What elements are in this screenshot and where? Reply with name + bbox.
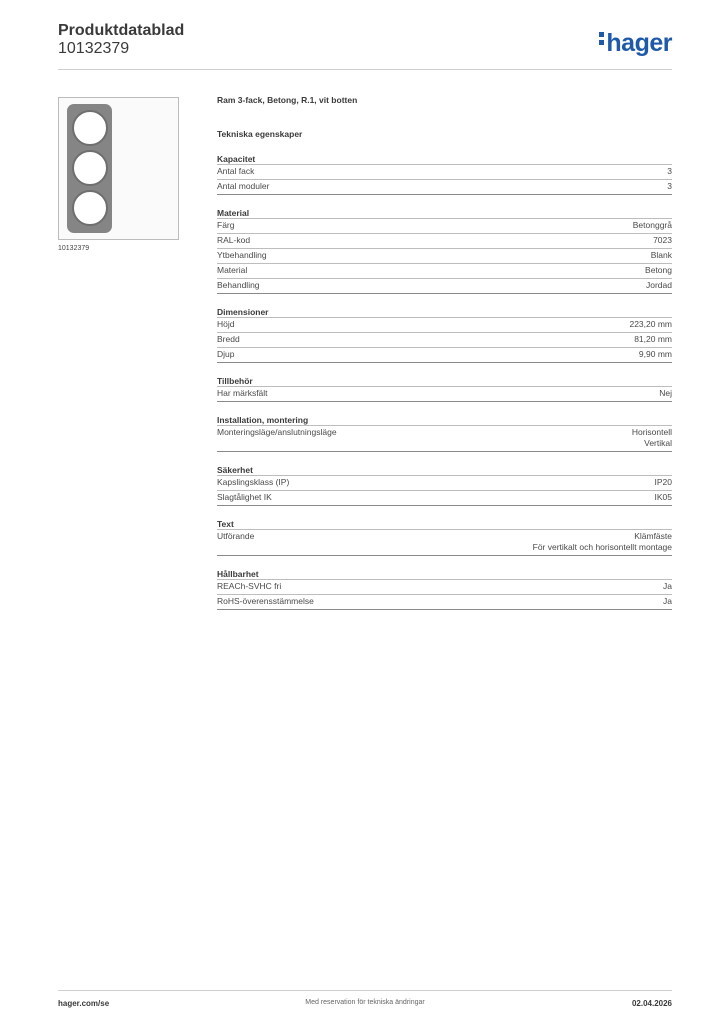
logo-colon-icon [599,29,604,48]
spec-label: Antal fack [217,166,255,176]
spec-label: Färg [217,220,235,230]
spec-row [217,219,672,234]
spec-label: Har märksfält [217,388,268,398]
spec-value [653,235,672,246]
section-title: Säkerhet [217,465,672,476]
spec-sections [217,154,672,610]
spec-value-line: 3 [667,166,672,176]
document-title: Produktdatablad [58,22,185,39]
spec-value [663,581,672,592]
spec-label: Djup [217,349,235,359]
spec-section [217,415,672,452]
spec-row [217,595,672,610]
spec-section [217,569,672,610]
spec-row [217,491,672,506]
spec-row [217,234,672,249]
spec-row [217,318,672,333]
spec-section [217,376,672,402]
frame-opening-3 [72,190,108,226]
spec-section [217,208,672,294]
spec-label: Behandling [217,280,260,290]
spec-label: Antal moduler [217,181,270,191]
spec-row [217,530,672,556]
frame-illustration [67,104,112,233]
spec-value-line: Jordad [646,280,672,290]
spec-value [533,531,672,553]
spec-value-line: IK05 [654,492,672,502]
section-title: Kapacitet [217,154,672,165]
section-title: Dimensioner [217,307,672,318]
section-title: Hållbarhet [217,569,672,580]
spec-row [217,426,672,452]
product-image [58,97,179,240]
spec-value-line: 7023 [653,235,672,245]
spec-row [217,348,672,363]
spec-value [645,265,672,276]
spec-heading: Tekniska egenskaper [217,129,303,139]
page-header [58,22,672,70]
spec-section [217,465,672,506]
spec-content [217,95,672,610]
page-footer [58,990,672,1010]
spec-label: Utförande [217,531,255,541]
spec-value-line: Betong [645,265,672,275]
spec-value-line: 81,20 mm [634,334,672,344]
spec-row [217,279,672,294]
spec-value-line: Vertikal [644,438,672,448]
spec-value [651,250,672,261]
product-name: Ram 3-fack, Betong, R.1, vit botten [217,95,358,105]
spec-value [655,477,673,488]
spec-value [667,181,672,192]
section-title: Tillbehör [217,376,672,387]
footer-website[interactable]: hager.com/se [58,999,110,1008]
spec-row [217,249,672,264]
spec-row [217,580,672,595]
footer-date: 02.04.2026 [631,999,672,1008]
section-title: Text [217,519,672,530]
spec-value [633,220,672,231]
spec-value [646,280,672,291]
hager-logo [599,29,672,58]
spec-value-line: Klämfäste [634,531,672,541]
spec-value-line: IP20 [654,477,672,487]
frame-opening-2 [72,150,108,186]
section-title: Installation, montering [217,415,672,426]
frame-opening-1 [72,110,108,146]
spec-value [667,166,672,177]
spec-row [217,333,672,348]
spec-value [659,388,672,399]
image-caption: 10132379 [58,245,90,252]
spec-label: Ytbehandling [217,250,267,260]
section-title: Material [217,208,672,219]
spec-value [663,596,672,607]
spec-value-line: Blank [650,250,672,260]
spec-value-line: Nej [659,388,672,398]
spec-value-line: 3 [667,181,672,191]
footer-disclaimer: Med reservation för tekniska ändringar [305,999,425,1006]
spec-row [217,180,672,195]
spec-value-line: 9,90 mm [638,349,672,359]
spec-row [217,387,672,402]
spec-label: Bredd [217,334,240,344]
spec-value [632,427,672,449]
spec-label: Höjd [217,319,235,329]
spec-value-line: Ja [663,581,672,591]
spec-value [629,319,672,330]
spec-value [655,492,673,503]
spec-value-line: Horisontell [631,427,672,437]
spec-section [217,154,672,195]
spec-label: Material [217,265,248,275]
spec-row [217,476,672,491]
spec-label: Slagtålighet IK [217,492,272,502]
spec-label: Kapslingsklass (IP) [217,477,290,487]
document-number: 10132379 [58,40,130,57]
spec-label: Monteringsläge/anslutningsläge [217,427,337,437]
spec-label: RoHS-överensstämmelse [217,596,314,606]
spec-value-line: Ja [663,596,672,606]
spec-label: RAL-kod [217,235,251,245]
spec-section [217,519,672,556]
spec-value [634,334,672,345]
spec-value-line: För vertikalt och horisontellt montage [532,542,672,552]
spec-value [639,349,672,360]
spec-value-line: 223,20 mm [629,319,672,329]
logo-text: hager [606,29,672,57]
spec-row [217,264,672,279]
spec-value-line: Betonggrå [632,220,672,230]
spec-row [217,165,672,180]
spec-section [217,307,672,363]
spec-label: REACh-SVHC fri [217,581,282,591]
